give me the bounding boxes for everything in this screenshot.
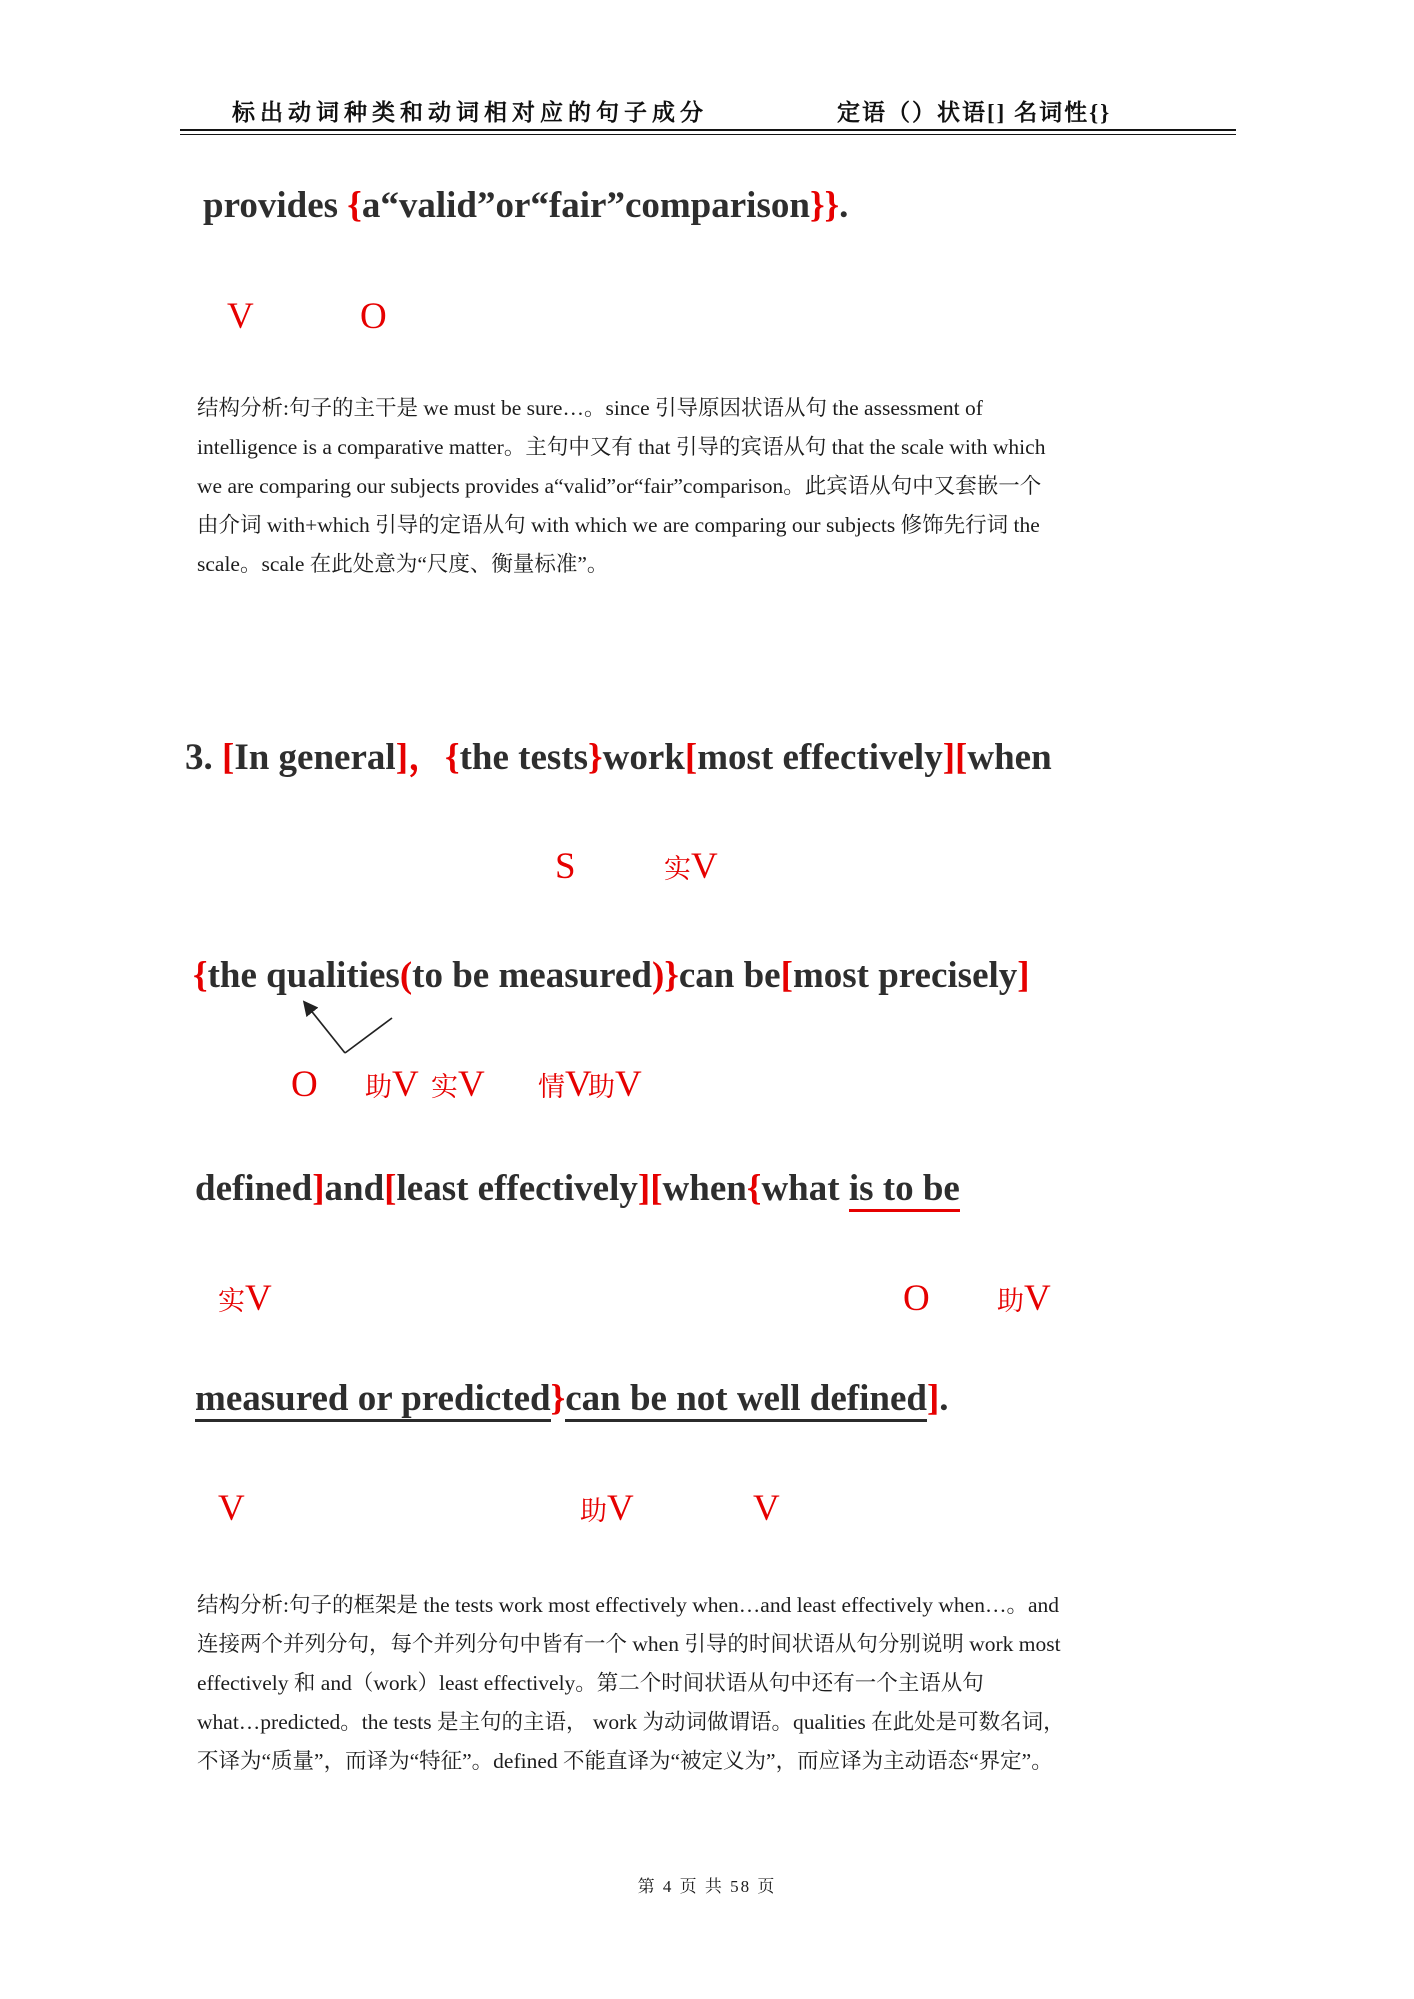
open-bracket: [ xyxy=(384,1168,397,1209)
analysis-line: 连接两个并列分句，每个并列分句中皆有一个 when 引导的时间状语从句分别说明 work most xyxy=(197,1632,1061,1656)
open-brace: { xyxy=(347,185,362,226)
grammar-label-zhu-v xyxy=(588,1066,642,1103)
open-brace: { xyxy=(445,737,460,778)
text-fragment: a“valid”or“fair”comparison xyxy=(361,185,810,226)
label-shi: 实 xyxy=(431,1072,458,1102)
label-zhu: 助 xyxy=(580,1496,607,1526)
header-divider-rule xyxy=(180,129,1236,135)
grammar-label-v: V xyxy=(227,296,254,337)
close-bracket: ] xyxy=(312,1168,325,1209)
text-fragment: the tests xyxy=(459,737,589,778)
open-bracket: [ xyxy=(780,955,793,996)
analysis-line: intelligence is a comparative matter。主句中又有 that 引导的宾语从句 that the scale with which xyxy=(197,435,1046,459)
close-brace: } xyxy=(664,955,679,996)
label-v: V xyxy=(607,1488,634,1529)
close-paren: ) xyxy=(651,955,665,996)
open-bracket: [ xyxy=(684,737,698,778)
grammar-label-v: V xyxy=(218,1488,245,1529)
text-fragment: when xyxy=(967,737,1052,778)
grammar-label-v: V xyxy=(753,1488,780,1529)
grammar-label-o: O xyxy=(903,1278,930,1319)
label-v: V xyxy=(245,1278,272,1319)
page-number-indicator: 第 4 页 共 58 页 xyxy=(637,1877,777,1896)
arrow-to-measured xyxy=(345,1018,392,1053)
header-right-legend: 定语（）状语[] 名词性{} xyxy=(837,100,1112,125)
period: . xyxy=(839,185,849,226)
text-fragment: and xyxy=(324,1168,385,1209)
grammar-label-zhu-v xyxy=(365,1066,419,1103)
arrow-to-qualities xyxy=(305,1003,345,1053)
text-fragment: the qualities xyxy=(207,955,400,996)
underlined-fragment: is to be xyxy=(849,1168,960,1212)
analysis-line: what…predicted。the tests 是主句的主语， work 为动词做谓语。qualities 在此处是可数名词， xyxy=(197,1710,1065,1734)
text-fragment: most precisely xyxy=(792,955,1018,996)
analysis-line: effectively 和 and（work）least effectively。第二个时间状语从句中还有一个主语从句 xyxy=(197,1671,984,1695)
text-fragment: what xyxy=(761,1168,849,1209)
label-zhu: 助 xyxy=(365,1072,392,1102)
open-brace: { xyxy=(746,1168,762,1209)
analysis-line: 结构分析:句子的框架是 the tests work most effectively when…and least effectively when…。and xyxy=(197,1593,1060,1617)
close-bracket: ] xyxy=(637,1168,651,1209)
open-paren: ( xyxy=(399,955,413,996)
grammar-label-s: S xyxy=(555,846,576,887)
grammar-label-zhu-v xyxy=(997,1280,1051,1317)
text-fragment: when xyxy=(662,1168,747,1209)
open-bracket: [ xyxy=(650,1168,663,1209)
grammar-label-shi-v xyxy=(431,1066,485,1103)
item-number: 3. xyxy=(185,737,222,778)
open-bracket: [ xyxy=(222,737,235,778)
label-v: V xyxy=(565,1064,592,1105)
open-brace: { xyxy=(193,955,208,996)
close-braces: }} xyxy=(809,185,840,226)
label-zhu: 助 xyxy=(997,1286,1024,1316)
pointer-arrows xyxy=(290,992,410,1062)
sentence3-line1 xyxy=(185,735,1052,781)
close-bracket: ] xyxy=(395,737,409,778)
text-fragment: least effectively xyxy=(396,1168,638,1209)
label-shi: 实 xyxy=(664,854,691,884)
grammar-label-o: O xyxy=(360,296,387,337)
underlined-fragment: can be not well defined xyxy=(565,1378,927,1422)
label-v: V xyxy=(458,1064,485,1105)
text-fragment: work xyxy=(602,737,685,778)
sentence3-line3 xyxy=(195,1166,960,1212)
text-fragment: provides xyxy=(203,185,348,226)
close-bracket: ] xyxy=(942,737,956,778)
close-bracket: ] xyxy=(926,1378,940,1419)
analysis-paragraph-1 xyxy=(197,389,1045,584)
open-bracket: [ xyxy=(955,737,968,778)
grammar-label-qing-v xyxy=(538,1066,592,1103)
text-fragment: In general xyxy=(234,737,396,778)
analysis-paragraph-2 xyxy=(197,1586,1065,1781)
underlined-fragment: measured or predicted xyxy=(195,1378,551,1422)
label-v: V xyxy=(615,1064,642,1105)
grammar-label-shi-v xyxy=(218,1280,272,1317)
header-left-title: 标出动词种类和动词相对应的句子成分 xyxy=(232,100,708,125)
grammar-label-shi-v xyxy=(664,848,718,885)
sentence3-line4 xyxy=(195,1376,949,1422)
label-qing: 情 xyxy=(538,1072,565,1102)
label-v: V xyxy=(691,846,718,887)
text-fragment: most effectively xyxy=(697,737,943,778)
close-brace: } xyxy=(588,737,603,778)
close-bracket: ] xyxy=(1017,955,1030,996)
analysis-line: we are comparing our subjects provides a“valid”or“fair”comparison。此宾语从句中又套嵌一个 xyxy=(197,474,1042,498)
period: . xyxy=(939,1378,949,1419)
label-zhu: 助 xyxy=(588,1072,615,1102)
analysis-line: 由介词 with+which 引导的定语从句 with which we are comparing our subjects 修饰先行词 the xyxy=(197,513,1040,537)
text-fragment: can be xyxy=(678,955,781,996)
analysis-line: 结构分析:句子的主干是 we must be sure…。since 引导原因状语从句 the assessment of xyxy=(197,396,983,420)
analysis-line: scale。scale 在此处意为“尺度、衡量标准”。 xyxy=(197,552,609,576)
grammar-label-zhu-v xyxy=(580,1490,634,1527)
close-brace: } xyxy=(550,1378,566,1419)
text-fragment: to be measured xyxy=(412,955,652,996)
label-v: V xyxy=(1024,1278,1051,1319)
sentence2-tail-line xyxy=(203,183,848,229)
analysis-line: 不译为“质量”，而译为“特征”。defined 不能直译为“被定义为”，而应译为主动语态“界定”。 xyxy=(197,1749,1053,1773)
label-shi: 实 xyxy=(218,1286,245,1316)
label-v: V xyxy=(392,1064,419,1105)
grammar-label-o: O xyxy=(291,1064,318,1105)
text-fragment: defined xyxy=(195,1168,313,1209)
comma: ， xyxy=(408,737,446,778)
